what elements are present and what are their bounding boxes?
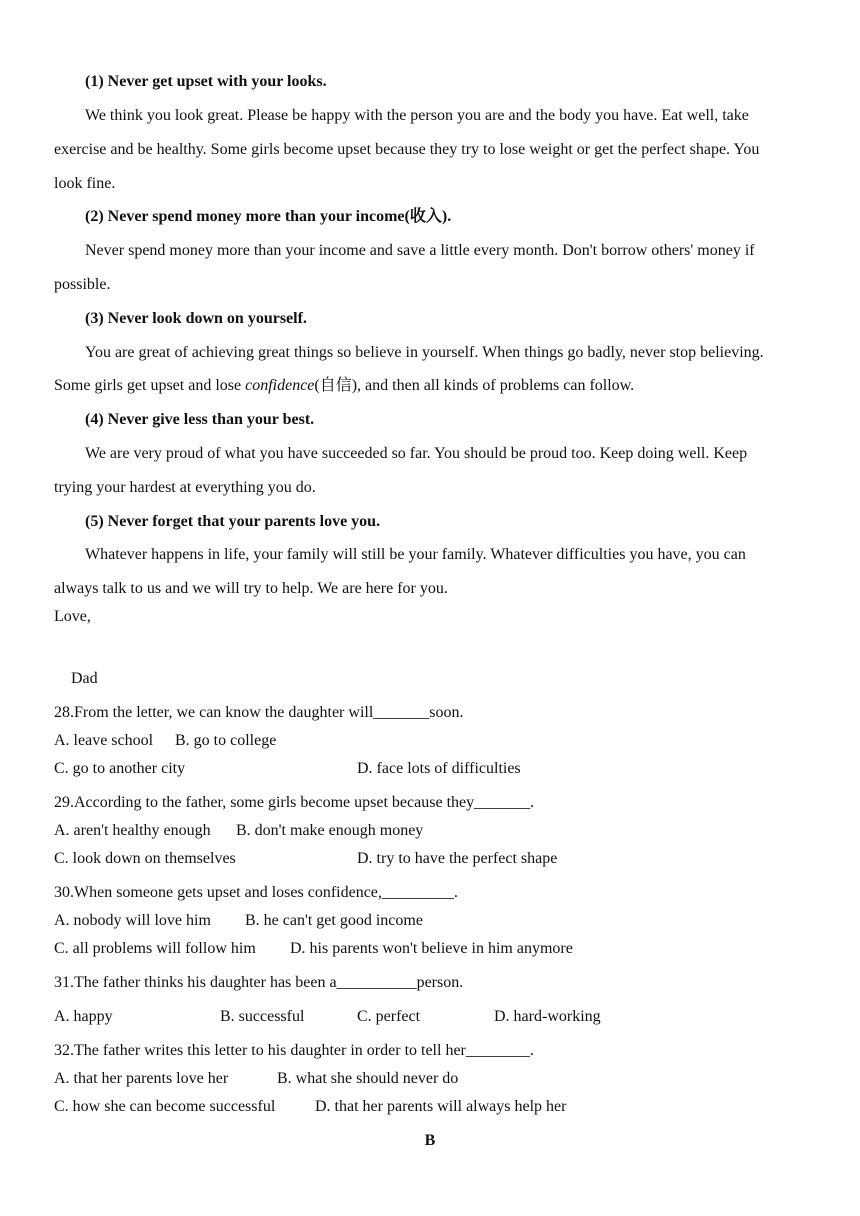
question-29-option-d: D. try to have the perfect shape [357,850,558,867]
question-29-stem: 29.According to the father, some girls become upset because they_______. [54,794,535,811]
question-31-option-b: B. successful [220,1008,305,1025]
paragraph-1-line-1: We think you look great. Please be happy with the person you are and the body you have. Eat well, take [85,107,749,124]
heading-3: (3) Never look down on yourself. [85,310,307,327]
paragraph-4-line-2: trying your hardest at everything you do. [54,479,316,496]
question-32-option-a: A. that her parents love her [54,1070,229,1087]
paragraph-3-text-a: Some girls get upset and lose [54,377,246,394]
paragraph-5-line-2: always talk to us and we will try to help. We are here for you. [54,580,448,597]
heading-2: (2) Never spend money more than your income(收入). [85,208,452,225]
question-30-option-a: A. nobody will love him [54,912,211,929]
paragraph-2-line-1: Never spend money more than your income and save a little every month. Don't borrow others' money if [85,242,755,259]
question-28-stem: 28.From the letter, we can know the daughter will_______soon. [54,704,464,721]
question-28-option-a: A. leave school [54,732,154,749]
question-30-option-b: B. he can't get good income [245,912,423,929]
question-31-option-d: D. hard-working [494,1008,601,1025]
letter-signature: Dad [71,670,98,687]
paragraph-3-text-b: (自信), and then all kinds of problems can follow. [314,377,635,394]
paragraph-3-line-1: You are great of achieving great things so believe in yourself. When things go badly, never stop believing. [85,344,764,361]
question-28-option-c: C. go to another city [54,760,186,777]
paragraph-5-line-1: Whatever happens in life, your family will still be your family. Whatever difficulties you have, you can [85,546,746,563]
question-28-option-d: D. face lots of difficulties [357,760,521,777]
section-label: B [424,1132,436,1149]
question-29-option-b: B. don't make enough money [236,822,424,839]
heading-1: (1) Never get upset with your looks. [85,73,327,90]
question-31-stem: 31.The father thinks his daughter has been a__________person. [54,974,464,991]
question-30-stem: 30.When someone gets upset and loses confidence,_________. [54,884,458,901]
paragraph-4-line-1: We are very proud of what you have succeeded so far. You should be proud too. Keep doing well. Keep [85,445,748,462]
question-30-option-c: C. all problems will follow him [54,940,256,957]
question-30-option-d: D. his parents won't believe in him anymore [290,940,573,957]
question-32-option-c: C. how she can become successful [54,1098,276,1115]
paragraph-1-line-3: look fine. [54,175,116,192]
question-32-option-d: D. that her parents will always help her [315,1098,567,1115]
paragraph-2-line-2: possible. [54,276,111,293]
paragraph-3-emphasis: confidence [245,377,315,394]
question-29-option-a: A. aren't healthy enough [54,822,211,839]
question-32-option-b: B. what she should never do [277,1070,459,1087]
heading-5: (5) Never forget that your parents love you. [85,513,381,530]
question-29-option-c: C. look down on themselves [54,850,236,867]
question-31-option-a: A. happy [54,1008,113,1025]
question-28-option-b: B. go to college [175,732,277,749]
paragraph-1-line-2: exercise and be healthy. Some girls become upset because they try to lose weight or get the perfect shape. You [54,141,760,158]
question-31-option-c: C. perfect [357,1008,421,1025]
heading-4: (4) Never give less than your best. [85,411,315,428]
question-32-stem: 32.The father writes this letter to his daughter in order to tell her________. [54,1042,534,1059]
paragraph-3-line-2 [54,376,634,396]
letter-closing: Love, [54,608,91,625]
